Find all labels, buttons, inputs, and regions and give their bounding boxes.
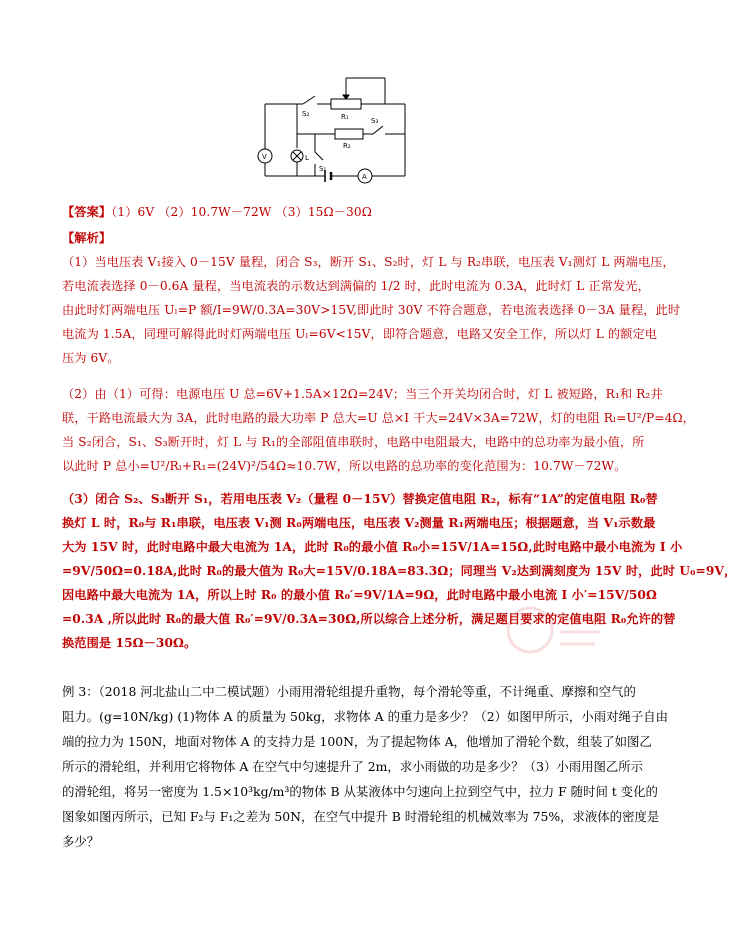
text-line: 若电流表选择 0－0.6A 量程，当电流表的示数达到满偏的 1/2 时，此时电流为 0.3A，此时灯 L 正常发光， [62, 279, 650, 293]
text-line: 换灯 L 时，R₀与 R₁串联，电压表 V₁测 R₀两端电压，电压表 V₂测量 R₁两端电压；根据题意，当 V₁示数最 [62, 516, 656, 530]
text-line: 当 S₂闭合，S₁、S₃断开时，灯 L 与 R₁的全部阻值串联时，电路中电阻最大，电路中的总功率为最小值，所 [62, 435, 645, 449]
label-s3: S₃ [371, 117, 379, 125]
text-line: 以此时 P 总小=U²/Rₗ+R₁=(24V)²/54Ω≈10.7W，所以电路的总功率的变化范围为：10.7W－72W。 [62, 459, 627, 473]
text-line: 的滑轮组，将另一密度为 1.5×10³kg/m³的物体 B 从某液体中匀速向上拉到空气中，拉力 F 随时间 t 变化的 [62, 784, 658, 799]
text-line: =9V/50Ω=0.18A,此时 R₀的最大值为 R₀大=15V/0.18A=83.3Ω；同理当 V₂达到满刻度为 15V 时，此时 U₀=9V， [62, 564, 736, 578]
text-line: 联，干路电流最大为 3A，此时电路的最大功率 P 总大=U 总×I 干大=24V×3A=72W，灯的电阻 Rₗ=U²/P=4Ω， [62, 411, 695, 425]
circuit-diagram [255, 68, 425, 188]
text-line: 电流为 1.5A，同理可解得此时灯两端电压 Uₗ=6V<15V，即符合题意，电路又安全工作，所以灯 L 的额定电 [62, 327, 658, 341]
ammeter-label: A [362, 173, 367, 181]
label-r2: R₂ [343, 142, 351, 150]
text-line: 由此时灯两端电压 Uₗ=P 额/I=9W/0.3A=30V>15V,即此时 30V 不符合题意，若电流表选择 0－3A 量程，此时 [62, 303, 681, 317]
label-s1: S₁ [319, 165, 327, 173]
text-line: 端的拉力为 150N，地面对物体 A 的支持力是 100N，为了提起物体 A，他增加了滑轮个数，组装了如图乙 [62, 734, 652, 749]
answer-section [62, 200, 610, 224]
voltmeter-label: V [262, 153, 267, 161]
analysis-part-2 [62, 382, 695, 478]
text-line: 大为 15V 时，此时电路中最大电流为 1A，此时 R₀的最小值 R₀小=15V/1A=15Ω,此时电路中最小电流为 I 小 [62, 540, 683, 554]
watermark-logo [500, 600, 610, 660]
text-line: （3）闭合 S₂、S₃断开 S₁，若用电压表 V₂（量程 0－15V）替换定值电阻 R₂，标有“1A”的定值电阻 R₀替 [62, 492, 658, 506]
text-line: （1）当电压表 V₁接入 0－15V 量程，闭合 S₃，断开 S₁、S₂时，灯 L 与 R₂串联，电压表 V₁测灯 L 两端电压， [62, 255, 675, 269]
label-l: L [305, 154, 309, 162]
example-3 [62, 679, 669, 854]
text-line: 压为 6V。 [62, 351, 120, 365]
text-line: 因电路中最大电流为 1A，所以上时 R₀ 的最小值 R₀′=9V/1A=9Ω，此时电路中最小电流 I 小′=15V/50Ω [62, 588, 657, 602]
text-line: （2）由（1）可得：电源电压 U 总=6V+1.5A×12Ω=24V；当三个开关均闭合时，灯 L 被短路，R₁和 R₂并 [62, 387, 663, 401]
text-line: 阻力。(g=10N/kg) (1)物体 A 的质量为 50kg，求物体 A 的重力是多少？（2）如图甲所示，小雨对绳子自由 [62, 709, 669, 724]
label-s2: S₂ [302, 110, 310, 118]
text-line: 图象如图丙所示，已知 F₂与 F₁之差为 50N，在空气中提升 B 时滑轮组的机械效率为 75%，求液体的密度是 [62, 809, 660, 824]
answer-tag: 【答案】 [62, 205, 112, 219]
text-line: 多少？ [62, 834, 100, 849]
analysis-tag: 【解析】 [62, 231, 112, 245]
text-line: 所示的滑轮组，并利用它将物体 A 在空气中匀速提升了 2m，求小雨做的功是多少？（3）小雨用图乙所示 [62, 759, 644, 774]
analysis-part-1 [62, 250, 681, 370]
text-line: 换范围是 15Ω－30Ω。 [62, 636, 197, 650]
answer-text: （1）6V （2）10.7W－72W （3）15Ω－30Ω [111, 205, 372, 219]
text-line: =0.3A ,所以此时 R₀的最大值 R₀′=9V/0.3A=30Ω,所以综合上述分析，满足题目要求的定值电阻 R₀允许的替 [62, 612, 676, 626]
label-r1: R₁ [341, 113, 349, 121]
text-line: 例 3：（2018 河北盐山二中二模试题）小雨用滑轮组提升重物，每个滑轮等重，不计绳重、摩擦和空气的 [62, 684, 636, 699]
